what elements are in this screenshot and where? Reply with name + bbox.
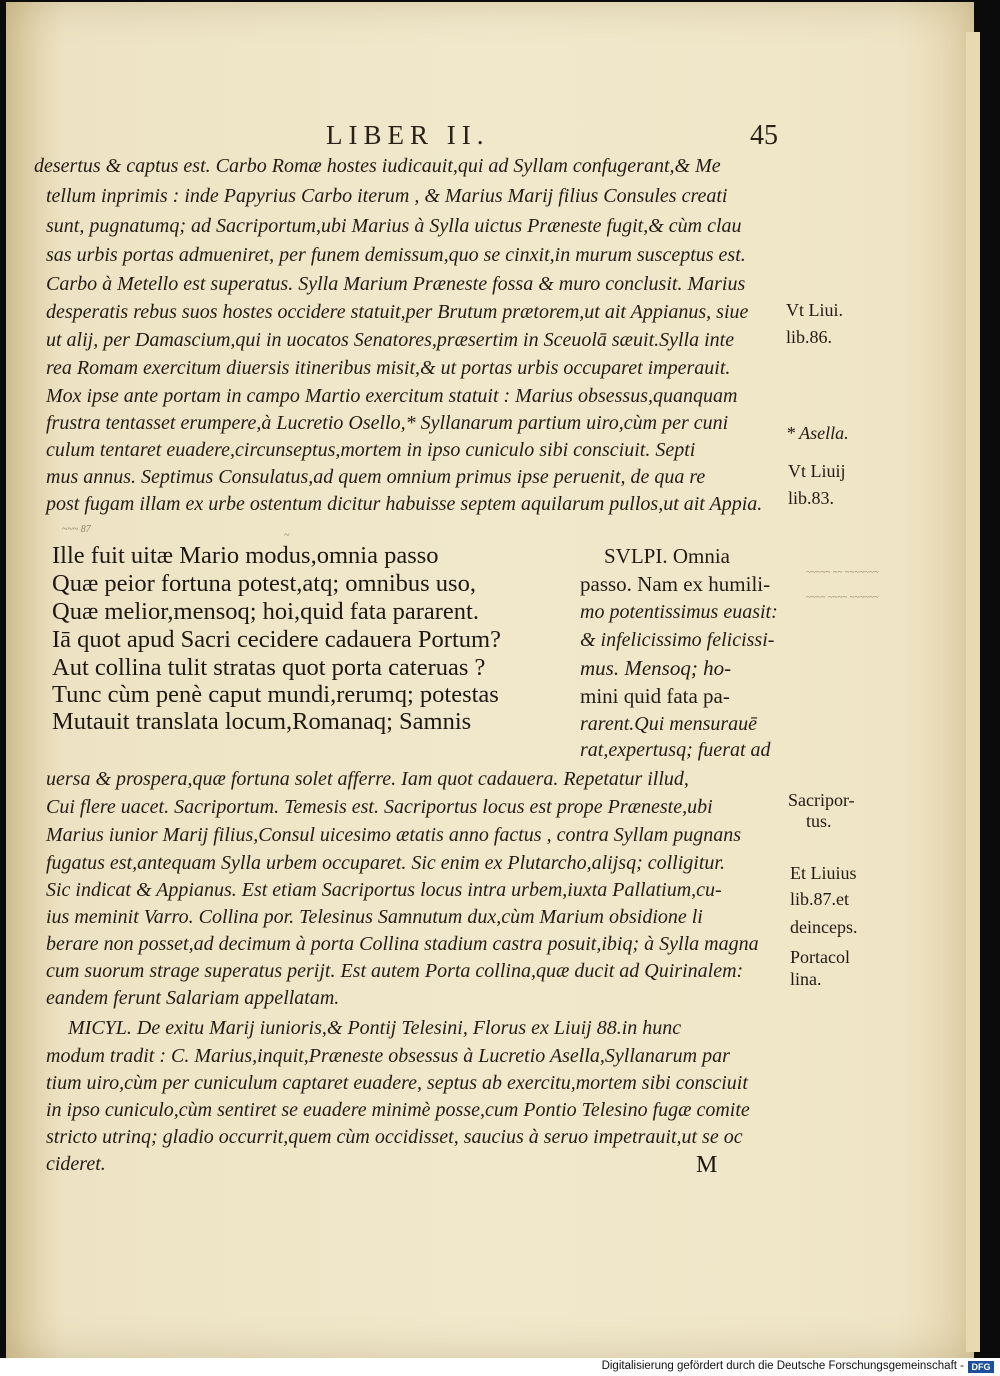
signature-mark: M	[696, 1152, 718, 1178]
commentary-line: Marius iunior Marij filius,Consul uicesimo ætatis anno factus , contra Syllam pugnans	[46, 824, 742, 846]
commentary-line: ius meminit Varro. Collina por. Telesinus Samnutum dux,cùm Marium obsidione li	[46, 906, 703, 928]
margin-note: lib.87.et	[790, 889, 849, 909]
verse-line: Iā quot apud Sacri cecidere cadauera Portum?	[52, 626, 501, 653]
footer-text: Digitalisierung gefördert durch die Deutsche Forschungsgemeinschaft -	[601, 1360, 964, 1372]
handwritten-mark: ~~~ 87	[62, 524, 91, 535]
dfg-logo: DFG	[968, 1361, 994, 1373]
commentary-line: MICYL. De exitu Marij iunioris,& Pontij Telesini, Florus ex Liuij 88.in hunc	[68, 1017, 682, 1039]
side-commentary-line: rarent.Qui mensurauē	[580, 713, 758, 735]
commentary-line: sas urbis portas admueniret, per funem demissum,quo se cinxit,in murum susceptus est.	[46, 244, 746, 266]
commentary-line: cideret.	[46, 1153, 106, 1175]
book-page	[6, 2, 974, 1358]
commentary-line: stricto utrinq; gladio occurrit,quem cùm occidisset, saucius à seruo impetrauit,ut se oc	[46, 1126, 743, 1148]
margin-note: lina.	[790, 969, 822, 989]
commentary-line: desperatis rebus suos hostes occidere statuit,per Brutum prætorem,ut ait Appianus, siue	[46, 301, 749, 323]
commentary-line: uersa & prospera,quæ fortuna solet afferre. Iam quot cadauera. Repetatur illud,	[46, 768, 689, 790]
commentary-line: fugatus est,antequam Sylla urbem occuparet. Sic enim ex Plutarcho,alijsq; colligitur.	[46, 852, 725, 874]
margin-note: Sacripor-	[788, 790, 855, 810]
side-commentary-line: passo. Nam ex humili-	[580, 572, 771, 596]
margin-note: lib.86.	[786, 327, 833, 347]
margin-note: Vt Liui.	[786, 300, 843, 320]
handwritten-note: ~~~~~ ~~ ~~~~~~~	[806, 567, 879, 577]
page-number: 45	[750, 120, 778, 151]
margin-note: lib.83.	[788, 488, 835, 508]
handwritten-mark: ~	[284, 530, 290, 541]
verse-line: Aut collina tulit stratas quot porta cateruas ?	[52, 654, 486, 681]
verse-line: Quæ peior fortuna potest,atq; omnibus uso,	[52, 570, 476, 597]
side-commentary-line: mini quid fata pa-	[580, 684, 730, 708]
side-commentary-line: mus. Mensoq; ho-	[580, 656, 732, 680]
verse-line: Quæ melior,mensoq; hoi,quid fata pararent.	[52, 598, 479, 625]
margin-note: * Asella.	[786, 423, 849, 443]
commentary-line: tellum inprimis : inde Papyrius Carbo iterum , & Marius Marij filius Consules creati	[46, 185, 728, 207]
commentary-line: desertus & captus est. Carbo Romæ hostes iudicauit,qui ad Syllam confugerant,& Me	[34, 155, 721, 177]
commentary-line: Carbo à Metello est superatus. Sylla Marium Præneste fossa & muro conclusit. Marius	[46, 273, 746, 295]
commentary-line: Cui flere uacet. Sacriportum. Temesis est. Sacriportus locus est prope Præneste,ubi	[46, 796, 713, 818]
side-commentary-line: & infelicissimo felicissi-	[580, 629, 775, 651]
margin-note: deinceps.	[790, 917, 858, 937]
side-commentary-line: SVLPI. Omnia	[604, 544, 730, 568]
commentary-line: in ipso cuniculo,cùm sentiret se euadere minimè posse,cum Pontio Telesino fugæ comite	[46, 1099, 750, 1121]
commentary-line: sunt, pugnatumq; ad Sacriportum,ubi Marius à Sylla uictus Præneste fugit,& cùm clau	[46, 215, 742, 237]
commentary-line: berare non posset,ad decimum à porta Collina stadium castra posuit,ibiq; à Sylla magna	[46, 933, 759, 955]
margin-note: Portacol	[790, 947, 850, 967]
margin-note: Vt Liuij	[788, 461, 846, 481]
commentary-line: tium uiro,cùm per cuniculum captaret euadere, septus ab exercitu,mortem sibi consciuit	[46, 1072, 748, 1094]
running-head: LIBER II.	[326, 120, 490, 150]
side-commentary-line: rat,expertusq; fuerat ad	[580, 739, 771, 761]
commentary-line: rea Romam exercitum diuersis itineribus misit,& ut portas urbis occuparet imperauit.	[46, 357, 731, 379]
digitization-footer	[0, 1358, 1000, 1376]
commentary-line: mus annus. Septimus Consulatus,ad quem omnium primus ipse peruenit, de qua re	[46, 466, 706, 488]
commentary-line: ut alij, per Damascium,qui in uocatos Senatores,præsertim in Sceuolā sæuit.Sylla inte	[46, 329, 735, 351]
handwritten-note: ~~~~ ~~~~ ~~~~~~	[806, 592, 879, 602]
side-commentary-line: mo potentissimus euasit:	[580, 601, 778, 623]
margin-note: Et Liuius	[790, 863, 857, 883]
commentary-line: post fugam illam ex urbe ostentum dicitur habuisse septem aquilarum pullos,ut ait Appia.	[46, 493, 763, 515]
verse-line: Ille fuit uitæ Mario modus,omnia passo	[52, 542, 439, 569]
commentary-line: Sic indicat & Appianus. Est etiam Sacriportus locus intra urbem,iuxta Pallatium,cu-	[46, 879, 722, 901]
commentary-line: culum tentaret euadere,circunseptus,mortem in ipso cuniculo sibi consciuit. Septi	[46, 439, 696, 461]
margin-note: tus.	[806, 811, 832, 831]
commentary-line: modum tradit : C. Marius,inquit,Præneste obsessus à Lucretio Asella,Syllanarum par	[46, 1045, 730, 1067]
commentary-line: cum suorum strage superatus perijt. Est autem Porta collina,quæ ducit ad Quirinalem:	[46, 960, 744, 982]
commentary-line: eandem ferunt Salariam appellatam.	[46, 987, 340, 1009]
verse-line: Mutauit translata locum,Romanaq; Samnis	[52, 708, 472, 735]
commentary-line: frustra tentasset erumpere,à Lucretio Osello,* Syllanarum partium uiro,cùm per cuni	[46, 412, 729, 434]
verse-line: Tunc cùm penè caput mundi,rerumq; potestas	[52, 681, 499, 708]
commentary-line: Mox ipse ante portam in campo Martio exercitum statuit : Marius obsessus,quanquam	[46, 385, 738, 407]
